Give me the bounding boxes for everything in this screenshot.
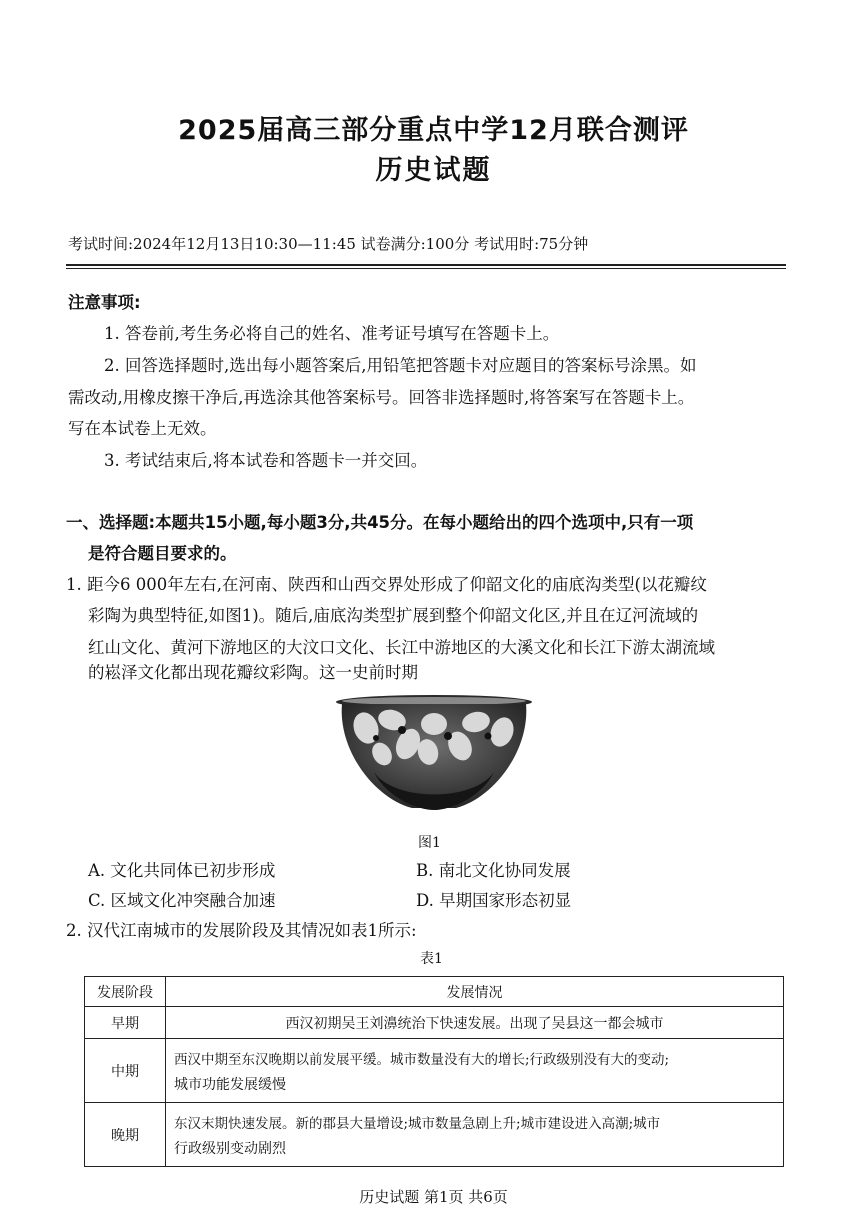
table-caption: 表1 <box>420 951 443 967</box>
table-cell-detail <box>166 1103 784 1167</box>
q1-stem-line: 的崧泽文化都出现花瓣纹彩陶。这一史前时期 <box>88 663 418 682</box>
notice-line: 2. 回答选择题时,选出每小题答案后,用铅笔把答题卡对应题目的答案标号涂黑。如 <box>104 356 697 375</box>
notice-line: 写在本试卷上无效。 <box>68 419 217 438</box>
table-cell-line: 东汉末期快速发展。新的郡县大量增设;城市数量急剧上升;城市建设进入高潮;城市 <box>174 1115 661 1132</box>
page-footer: 历史试题 第1页 共6页 <box>359 1188 508 1206</box>
q1-stem-line: 彩陶为典型特征,如图1)。随后,庙底沟类型扩展到整个仰韶文化区,并且在辽河流域的 <box>88 606 699 625</box>
q2-stem: 2. 汉代江南城市的发展阶段及其情况如表1所示: <box>66 921 417 940</box>
section-heading: 一、选择题:本题共15小题,每小题3分,共45分。在每小题给出的四个选项中,只有一项 <box>66 513 694 532</box>
table-cell-stage: 中期 <box>85 1039 166 1103</box>
notice-line: 需改动,用橡皮擦干净后,再选涂其他答案标号。回答非选择题时,将答案写在答题卡上。 <box>68 388 695 407</box>
exam-title: 2025届高三部分重点中学12月联合测评 <box>178 115 689 146</box>
table-cell-stage: 早期 <box>85 1007 166 1039</box>
exam-info: 考试时间:2024年12月13日10:30—11:45 试卷满分:100分 考试用时:75分钟 <box>68 235 589 253</box>
pottery-figure <box>334 690 534 815</box>
table-row <box>85 1007 784 1039</box>
table-cell-stage: 晚期 <box>85 1103 166 1167</box>
notice-line: 1. 答卷前,考生务必将自己的姓名、准考证号填写在答题卡上。 <box>104 324 560 343</box>
q1-stem-line: 1. 距今6 000年左右,在河南、陕西和山西交界处形成了仰韶文化的庙底沟类型(以花瓣纹 <box>66 575 707 594</box>
development-table <box>84 976 784 1167</box>
table-cell-detail: 西汉初期吴王刘濞统治下快速发展。出现了吴县这一都会城市 <box>166 1007 784 1039</box>
figure-caption: 图1 <box>418 835 441 851</box>
table-cell-detail <box>166 1039 784 1103</box>
table-header-row <box>85 977 784 1007</box>
painted-pottery-image <box>334 690 534 815</box>
table-row <box>85 1103 784 1167</box>
notice-heading: 注意事项: <box>68 293 141 312</box>
q1-option-d[interactable]: D. 早期国家形态初显 <box>416 891 572 910</box>
table-cell-line: 行政级别变动剧烈 <box>174 1140 286 1157</box>
q1-option-c[interactable]: C. 区域文化冲突融合加速 <box>88 891 276 910</box>
exam-subject-title: 历史试题 <box>375 155 492 186</box>
table-cell-line: 西汉中期至东汉晚期以前发展平缓。城市数量没有大的增长;行政级别没有大的变动; <box>174 1051 670 1068</box>
table-row <box>85 1039 784 1103</box>
header-rule-thin <box>66 268 786 269</box>
table-header-cell: 发展阶段 <box>85 977 166 1007</box>
notice-line: 3. 考试结束后,将本试卷和答题卡一并交回。 <box>104 451 428 470</box>
table-header-cell: 发展情况 <box>166 977 784 1007</box>
header-rule-thick <box>66 264 786 266</box>
section-heading-cont: 是符合题目要求的。 <box>88 544 237 563</box>
q1-option-b[interactable]: B. 南北文化协同发展 <box>416 861 571 880</box>
q1-stem-line: 红山文化、黄河下游地区的大汶口文化、长江中游地区的大溪文化和长江下游太湖流域 <box>88 638 715 657</box>
table-cell-line: 城市功能发展缓慢 <box>174 1076 286 1093</box>
q1-option-a[interactable]: A. 文化共同体已初步形成 <box>88 861 276 880</box>
